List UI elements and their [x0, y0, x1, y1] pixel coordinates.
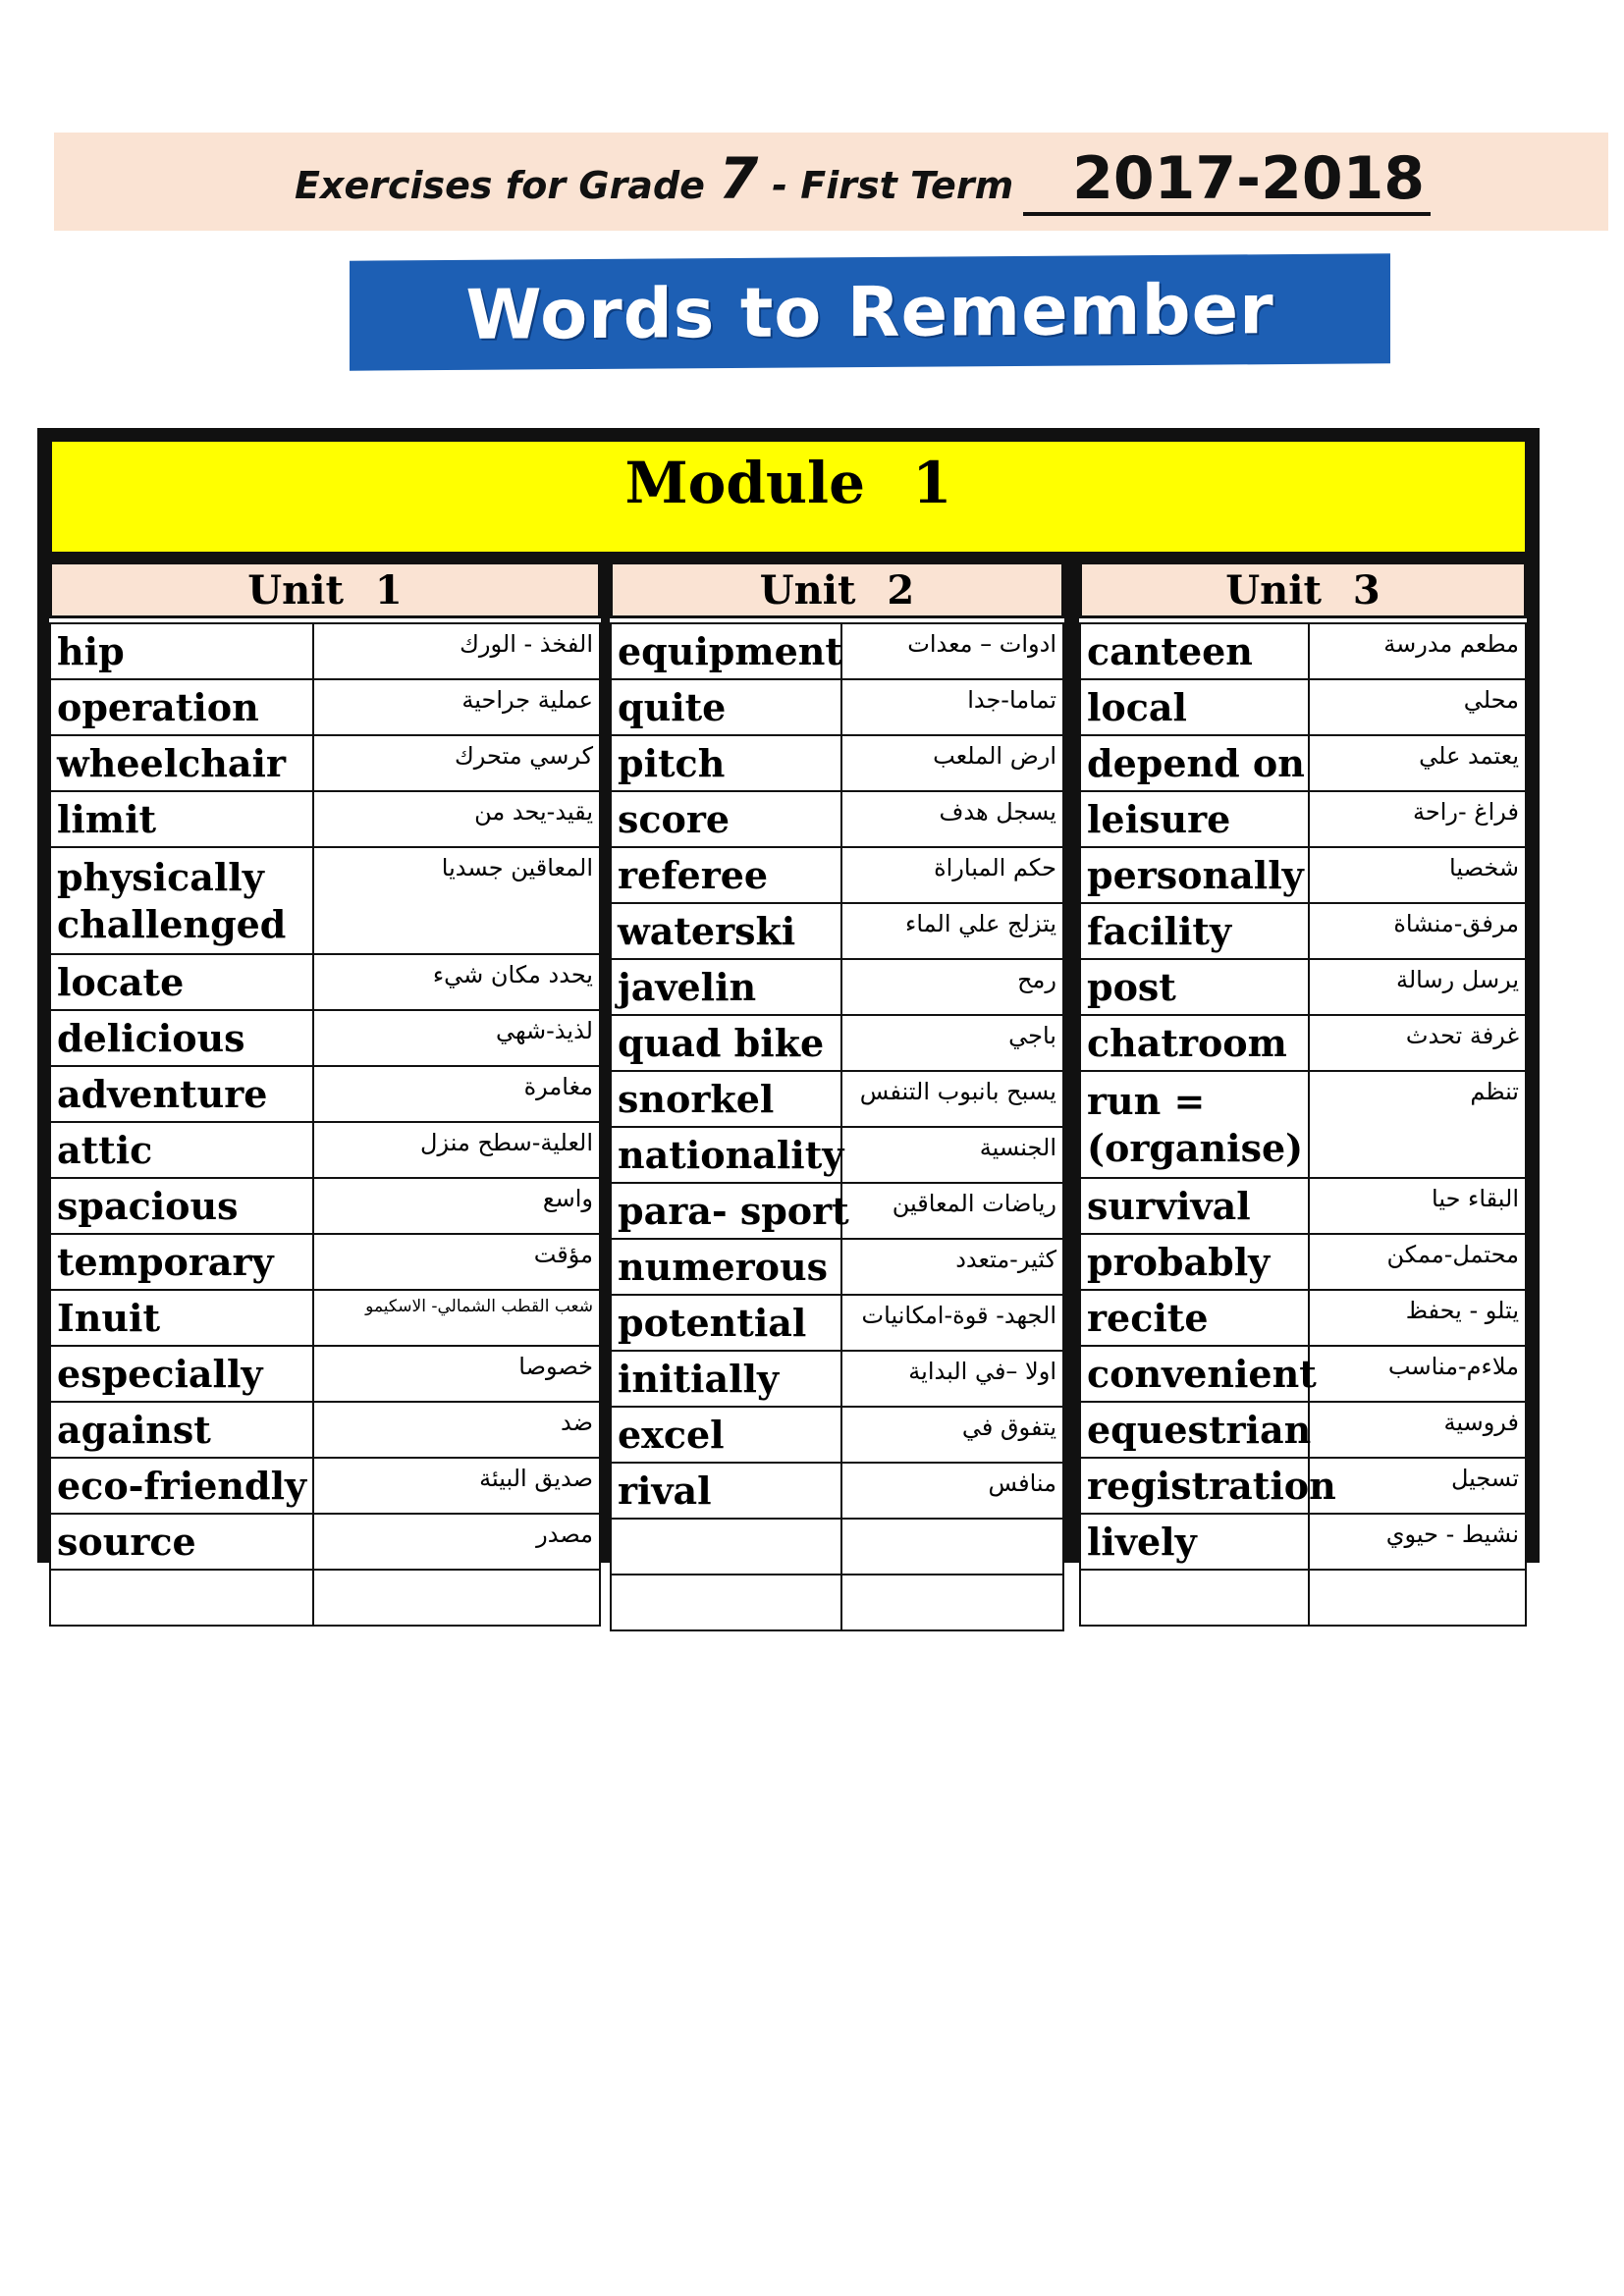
- arabic-meaning: [313, 1570, 600, 1626]
- arabic-meaning: كرسي متحرك: [313, 735, 600, 791]
- english-word: hip: [50, 623, 313, 679]
- arabic-meaning: يتفوق في: [841, 1407, 1063, 1463]
- unit-3-heading: Unit 3: [1079, 561, 1527, 618]
- english-word: run = (organise): [1080, 1071, 1309, 1178]
- arabic-meaning: لذيذ-شهي: [313, 1010, 600, 1066]
- vocab-row: [1080, 847, 1526, 903]
- english-word: javelin: [611, 959, 841, 1015]
- english-word: [611, 1575, 841, 1630]
- english-word: quad bike: [611, 1015, 841, 1071]
- vocab-row: [1080, 1071, 1526, 1178]
- vocab-row: [50, 1458, 600, 1514]
- english-word: physically challenged: [50, 847, 313, 954]
- english-word: waterski: [611, 903, 841, 959]
- arabic-meaning: فراغ -راحة: [1309, 791, 1526, 847]
- arabic-meaning: الفخذ - الورك: [313, 623, 600, 679]
- arabic-meaning: المعاقين جسديا: [313, 847, 600, 954]
- vocab-row: [50, 1066, 600, 1122]
- english-word: limit: [50, 791, 313, 847]
- vocab-row: [1080, 1346, 1526, 1402]
- vocab-row: [611, 1015, 1063, 1071]
- vocab-row: [611, 791, 1063, 847]
- vocab-row: [611, 959, 1063, 1015]
- arabic-meaning: مغامرة: [313, 1066, 600, 1122]
- vocab-row: [50, 623, 600, 679]
- unit-1-heading: Unit 1: [49, 561, 601, 618]
- vocab-row: [50, 1010, 600, 1066]
- english-word: source: [50, 1514, 313, 1570]
- vocab-row: [1080, 1178, 1526, 1234]
- arabic-meaning: تماما-جدا: [841, 679, 1063, 735]
- english-word: snorkel: [611, 1071, 841, 1127]
- english-word: attic: [50, 1122, 313, 1178]
- english-word: depend on: [1080, 735, 1309, 791]
- header-year: 2017-2018: [1023, 145, 1431, 216]
- english-word: equipment: [611, 623, 841, 679]
- vocab-row: [611, 679, 1063, 735]
- english-word: probably: [1080, 1234, 1309, 1290]
- arabic-meaning: خصوصا: [313, 1346, 600, 1402]
- english-word: Inuit: [50, 1290, 313, 1346]
- arabic-meaning: العلية-سطح منزل: [313, 1122, 600, 1178]
- vocab-row: [611, 1519, 1063, 1575]
- vocab-row: [611, 1127, 1063, 1183]
- vocab-row: [1080, 1458, 1526, 1514]
- vocab-row: [611, 623, 1063, 679]
- header-term: - First Term: [772, 164, 1014, 207]
- arabic-meaning: يتزلج علي الماء: [841, 903, 1063, 959]
- vocab-row: [1080, 679, 1526, 735]
- english-word: personally: [1080, 847, 1309, 903]
- arabic-meaning: البقاء حيا: [1309, 1178, 1526, 1234]
- arabic-meaning: الجنسية: [841, 1127, 1063, 1183]
- arabic-meaning: يتلو - يحفظ: [1309, 1290, 1526, 1346]
- english-word: post: [1080, 959, 1309, 1015]
- english-word: delicious: [50, 1010, 313, 1066]
- english-word: spacious: [50, 1178, 313, 1234]
- arabic-meaning: عملية جراحية: [313, 679, 600, 735]
- arabic-meaning: مطعم مدرسة: [1309, 623, 1526, 679]
- english-word: potential: [611, 1295, 841, 1351]
- arabic-meaning: واسع: [313, 1178, 600, 1234]
- vocab-row: [611, 1071, 1063, 1127]
- english-word: lively: [1080, 1514, 1309, 1570]
- banner-title: Words to Remember: [465, 269, 1274, 355]
- vocab-row: [1080, 1015, 1526, 1071]
- vocab-row: [50, 1290, 600, 1346]
- english-word: operation: [50, 679, 313, 735]
- page-header: [295, 145, 1431, 224]
- vocab-row: [1080, 959, 1526, 1015]
- arabic-meaning: شخصيا: [1309, 847, 1526, 903]
- english-word: excel: [611, 1407, 841, 1463]
- english-word: registration: [1080, 1458, 1309, 1514]
- english-word: rival: [611, 1463, 841, 1519]
- arabic-meaning: رمح: [841, 959, 1063, 1015]
- vocab-row: [50, 1234, 600, 1290]
- vocab-row: [1080, 1234, 1526, 1290]
- english-word: numerous: [611, 1239, 841, 1295]
- arabic-meaning: يقيد-يحد من: [313, 791, 600, 847]
- english-word: pitch: [611, 735, 841, 791]
- arabic-meaning: رياضات المعاقين: [841, 1183, 1063, 1239]
- english-word: facility: [1080, 903, 1309, 959]
- arabic-meaning: شعب القطب الشمالي- الاسكيمو: [313, 1290, 600, 1346]
- english-word: score: [611, 791, 841, 847]
- arabic-meaning: محلي: [1309, 679, 1526, 735]
- english-word: referee: [611, 847, 841, 903]
- module-title: Module 1: [624, 450, 952, 516]
- vocab-row: [50, 679, 600, 735]
- arabic-meaning: نشيط - حيوي: [1309, 1514, 1526, 1570]
- english-word: wheelchair: [50, 735, 313, 791]
- unit-1-column: [49, 561, 601, 1627]
- english-word: survival: [1080, 1178, 1309, 1234]
- arabic-meaning: محتمل-ممكن: [1309, 1234, 1526, 1290]
- vocab-row: [1080, 623, 1526, 679]
- english-word: locate: [50, 954, 313, 1010]
- vocab-row: [1080, 735, 1526, 791]
- arabic-meaning: يعتمد علي: [1309, 735, 1526, 791]
- arabic-meaning: مؤقت: [313, 1234, 600, 1290]
- arabic-meaning: كثير-متعدد: [841, 1239, 1063, 1295]
- arabic-meaning: ادوات – معدات: [841, 623, 1063, 679]
- arabic-meaning: الجهد- قوة-امكانيات: [841, 1295, 1063, 1351]
- english-word: recite: [1080, 1290, 1309, 1346]
- arabic-meaning: ضد: [313, 1402, 600, 1458]
- arabic-meaning: فروسية: [1309, 1402, 1526, 1458]
- header-grade: 7: [718, 145, 759, 212]
- arabic-meaning: يسجل هدف: [841, 791, 1063, 847]
- words-banner: [350, 253, 1390, 370]
- vocab-row: [611, 1295, 1063, 1351]
- arabic-meaning: [841, 1519, 1063, 1575]
- arabic-meaning: يرسل رسالة: [1309, 959, 1526, 1015]
- vocab-row: [611, 1239, 1063, 1295]
- vocab-row: [611, 1351, 1063, 1407]
- unit-3-table: [1079, 622, 1527, 1627]
- unit-1-table: [49, 622, 601, 1627]
- english-word: nationality: [611, 1127, 841, 1183]
- arabic-meaning: [841, 1575, 1063, 1630]
- english-word: eco-friendly: [50, 1458, 313, 1514]
- vocab-row: [1080, 1402, 1526, 1458]
- arabic-meaning: ملاءم-مناسب: [1309, 1346, 1526, 1402]
- unit-3-column: [1079, 561, 1527, 1627]
- arabic-meaning: اولا –في البداية: [841, 1351, 1063, 1407]
- english-word: adventure: [50, 1066, 313, 1122]
- english-word: canteen: [1080, 623, 1309, 679]
- header-prefix: Exercises for Grade: [295, 164, 705, 207]
- vocab-row: [50, 1346, 600, 1402]
- vocab-row: [50, 1178, 600, 1234]
- unit-2-table: [610, 622, 1064, 1631]
- vocab-row: [1080, 1570, 1526, 1626]
- arabic-meaning: تنظم: [1309, 1071, 1526, 1178]
- vocab-row: [50, 847, 600, 954]
- vocab-row: [1080, 1290, 1526, 1346]
- english-word: against: [50, 1402, 313, 1458]
- arabic-meaning: [1309, 1570, 1526, 1626]
- english-word: leisure: [1080, 791, 1309, 847]
- arabic-meaning: مرفق-منشاة: [1309, 903, 1526, 959]
- vocab-row: [50, 1122, 600, 1178]
- vocab-row: [50, 1402, 600, 1458]
- vocab-row: [611, 1463, 1063, 1519]
- vocab-row: [50, 1514, 600, 1570]
- unit-2-heading: Unit 2: [610, 561, 1064, 618]
- vocab-row: [50, 1570, 600, 1626]
- vocab-row: [611, 1575, 1063, 1630]
- english-word: chatroom: [1080, 1015, 1309, 1071]
- vocab-row: [611, 1407, 1063, 1463]
- english-word: para- sport: [611, 1183, 841, 1239]
- english-word: [611, 1519, 841, 1575]
- arabic-meaning: مصدر: [313, 1514, 600, 1570]
- vocab-row: [611, 903, 1063, 959]
- english-word: quite: [611, 679, 841, 735]
- english-word: [1080, 1570, 1309, 1626]
- unit-2-column: [610, 561, 1064, 1631]
- vocab-row: [50, 791, 600, 847]
- english-word: equestrian: [1080, 1402, 1309, 1458]
- arabic-meaning: ارض الملعب: [841, 735, 1063, 791]
- arabic-meaning: منافس: [841, 1463, 1063, 1519]
- vocab-row: [1080, 791, 1526, 847]
- vocab-row: [1080, 1514, 1526, 1570]
- english-word: temporary: [50, 1234, 313, 1290]
- arabic-meaning: حكم المباراة: [841, 847, 1063, 903]
- vocab-row: [1080, 903, 1526, 959]
- english-word: initially: [611, 1351, 841, 1407]
- arabic-meaning: باجي: [841, 1015, 1063, 1071]
- arabic-meaning: يسبح بانبوب التنفس: [841, 1071, 1063, 1127]
- english-word: convenient: [1080, 1346, 1309, 1402]
- arabic-meaning: صديق البيئة: [313, 1458, 600, 1514]
- module-title-bar: [49, 439, 1528, 555]
- vocab-row: [611, 1183, 1063, 1239]
- vocab-row: [50, 954, 600, 1010]
- english-word: [50, 1570, 313, 1626]
- vocab-row: [611, 847, 1063, 903]
- english-word: especially: [50, 1346, 313, 1402]
- arabic-meaning: تسجيل: [1309, 1458, 1526, 1514]
- english-word: local: [1080, 679, 1309, 735]
- arabic-meaning: يحدد مكان شيء: [313, 954, 600, 1010]
- arabic-meaning: غرفة تحدث: [1309, 1015, 1526, 1071]
- vocab-row: [50, 735, 600, 791]
- vocab-row: [611, 735, 1063, 791]
